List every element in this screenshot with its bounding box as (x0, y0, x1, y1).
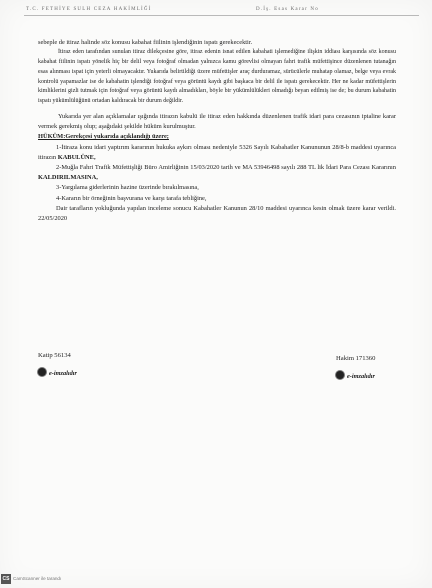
clerk-title: Katip 56134 (38, 352, 71, 359)
esignature-seal-icon (38, 368, 46, 376)
verdict-item-1 (38, 143, 396, 163)
verdict-final: Dair tarafların yokluğunda yapılan inceleme sonucu Kabahatler Kanunun 28/10 maddesi uyarınca kesin olmak üzere karar verildi. 22/05/2020 (38, 204, 396, 223)
scanner-watermark-text: CamScanner ile tarandı (13, 576, 62, 581)
paragraph-reasoning: İtiraz eden tarafından sunulan itiraz dilekçesine göre, itiraz edenin isnat edilen kabahati işlemediğine ilişkin iddiası karşısında söz konusu kabahat fiilinin ispatı yönelik hiç bir delil veya fotoğraf olmadan yalnızca kamu görevlisi olmayan fahri trafik müfettişince düzenlenen tutanağın esas alınması ispat için yeterli olmayacaktır. Yukarıda belirtildiği üzere müfettişler araç durduramaz, sürücülerle muhatap olamaz, belge veya evrak kontrolü yapamazlar ise de kabahatin işlendiği fotoğraf veya görüntü kaydı gibi başkaca bir delil ile ispatı gerekecektir. Her ne kadar müfettişlerin kimliklerini gizli tutmak için fotoğraf veya görüntü kaydı almadıkları, böyle bir yükümlülükleri olmadığı beyan edilmiş ise de; bu durum kabahatin ispatı yükümlülüğünü ortadan kaldıracak bir durum değildir. (38, 49, 396, 105)
judge-esignature: e-imzalıdır (336, 371, 375, 380)
judge-signature (336, 355, 375, 380)
clerk-esignature: e-imzalıdır (38, 368, 77, 377)
court-name: T.C. FETHİYE SULH CEZA HAKİMLİĞİ (26, 7, 152, 12)
verdict-list (38, 143, 396, 225)
paragraph-conclusion: Yukarıda yer alan açıklamalar ışığında itirazın kabulü ile itiraz eden hakkında düzenlenen trafik idari para cezasının iptaline karar vermek gerekmiş olup; aşağıdaki şekilde hüküm kurulmuştur. (38, 112, 396, 131)
esignature-seal-icon (336, 371, 344, 379)
case-number-label: D.İş. Esas Karar No (256, 7, 319, 12)
verdict-item-2 (38, 163, 396, 183)
header-divider (24, 15, 419, 16)
verdict-item-2-decision: KALDIRILMASINA, (38, 174, 98, 182)
scanner-watermark (1, 573, 121, 585)
camscanner-logo-icon: CS (2, 575, 10, 582)
verdict-heading: HÜKÜM:Gerekçesi yukarıda açıklandığı üzere; (38, 133, 169, 141)
judge-title: Hakim 171360 (336, 355, 376, 362)
verdict-item-1-text: 1-İtiraza konu idari yaptırım kararının hukuka aykırı olması nedeniyle 5326 Sayılı Kabahatler Kanununun 28/8-b maddesi uyarınca itirazın (38, 143, 396, 161)
verdict-item-3: 3-Yargılama giderlerinin hazine üzerinde bırakılmasına, (56, 184, 199, 192)
verdict-section (38, 132, 396, 142)
verdict-item-4: 4-Kararın bir örneğinin başvurana ve karşı tarafa tebliğine, (56, 194, 207, 202)
document-body (38, 38, 396, 224)
verdict-item-2-text: 2-Muğla Fahri Trafik Müfettişliği Büro Amirliğinin 15/03/2020 tarih ve MA 53946498 sayılı 288 TL lik İdari Para Cezası Kararının (56, 164, 396, 171)
paragraph-intro: sebeple de itiraz halinde söz konusu kabahat fiilinin işlendiğinin ispatı gerekecektir. (38, 39, 253, 46)
verdict-item-1-decision: KABULÜNE, (57, 153, 96, 161)
clerk-signature (38, 352, 77, 377)
